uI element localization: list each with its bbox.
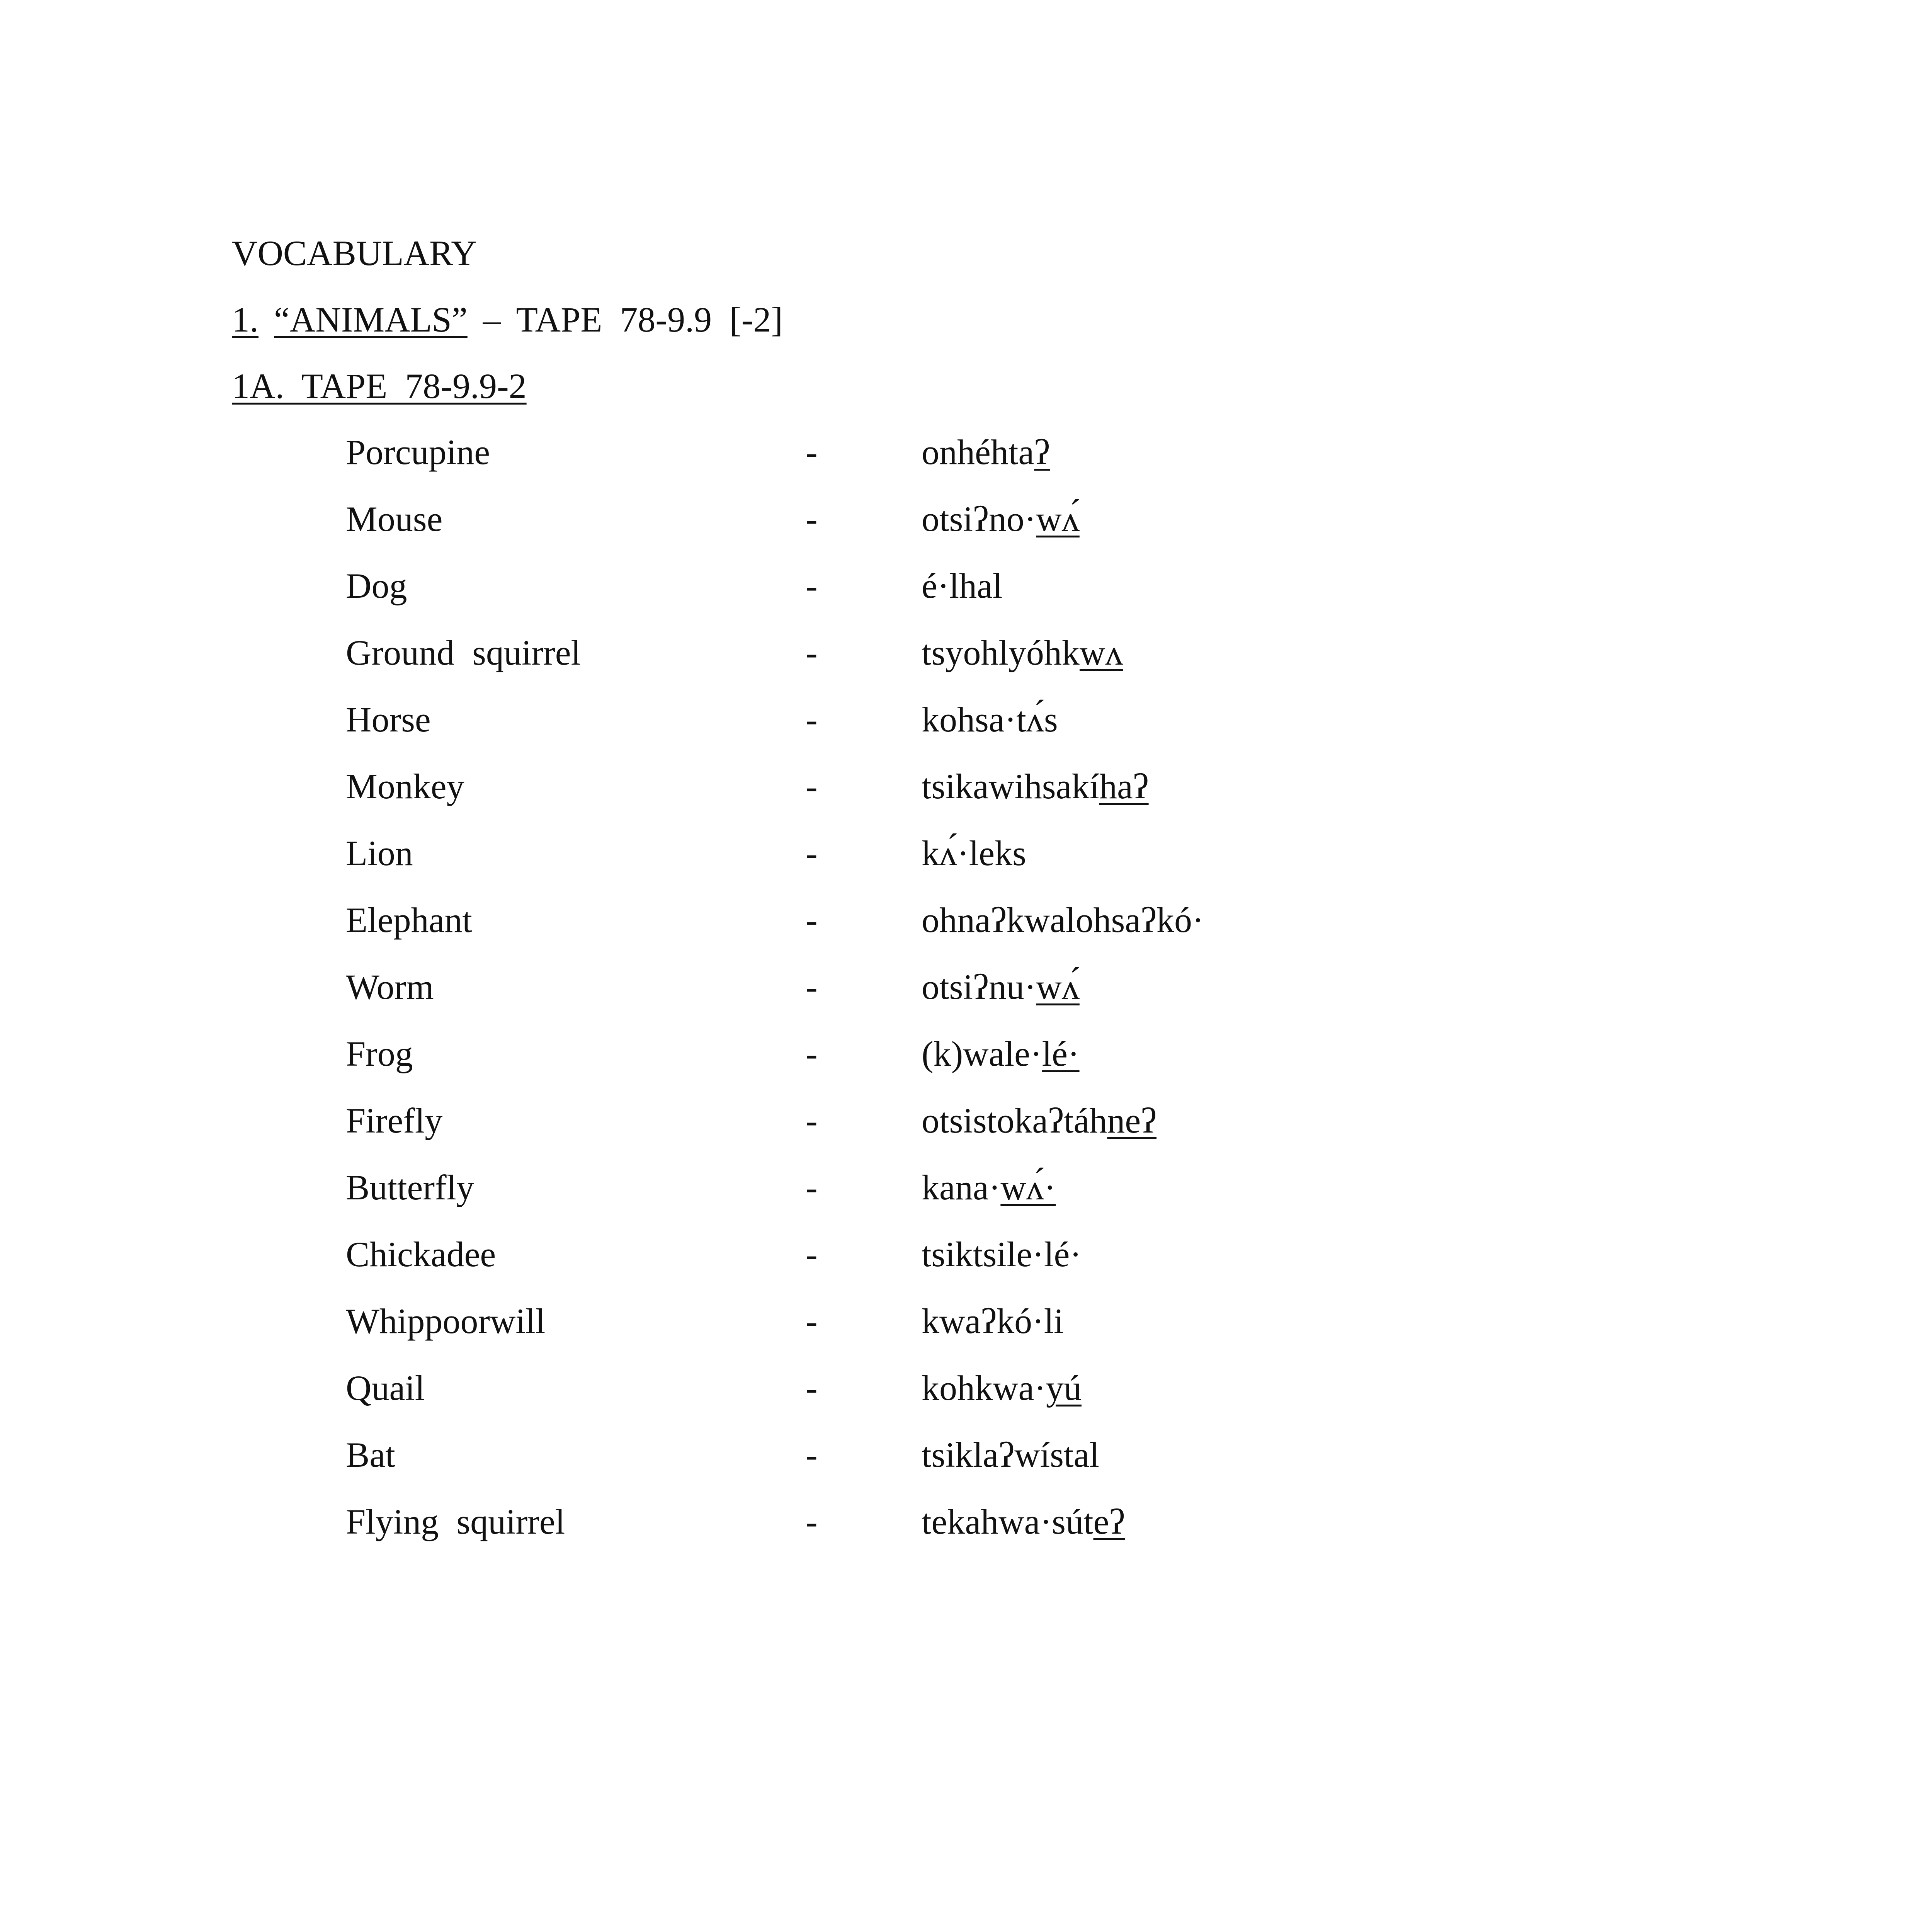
vocabulary-row [346,696,1737,763]
term-dash: - [806,700,818,739]
section-tape: TAPE 78-9.9 [-2] [516,300,783,339]
term-dash: - [806,1235,818,1274]
native-term [922,1432,1099,1478]
english-term: Monkey [346,767,464,806]
section-label [232,300,468,339]
vocabulary-row [346,563,1737,629]
vocabulary-row [346,763,1737,830]
vocabulary-row [346,1097,1737,1164]
english-term: Elephant [346,900,472,940]
native-term [922,1298,1064,1344]
term-dash: - [806,1502,818,1541]
english-term: Bat [346,1435,395,1475]
native-term [922,763,1149,810]
english-term: Firefly [346,1101,443,1140]
english-term: Dog [346,566,407,605]
native-term-base: tekahwa·sút [922,1502,1094,1541]
native-term-underlined: wʌ [1079,633,1123,672]
term-dash: - [806,1435,818,1475]
native-term [922,1164,1056,1211]
native-term-underlined: lé· [1042,1034,1080,1073]
term-dash: - [806,633,818,672]
native-term [922,563,1002,609]
native-term-base: kʌ́·leks [922,833,1026,873]
english-term: Worm [346,967,434,1007]
english-term: Whippoorwill [346,1301,546,1341]
section-number: 1. [232,300,259,339]
term-dash: - [806,1301,818,1341]
vocabulary-row [346,1231,1737,1298]
english-term: Flying squirrel [346,1502,565,1541]
native-term-base: otsiʔnu· [922,967,1036,1007]
english-term: Chickadee [346,1235,496,1274]
native-term [922,897,1204,943]
subsection-heading: 1A. TAPE 78-9.9-2 [232,366,527,406]
term-dash: - [806,499,818,539]
native-term-underlined: yú [1046,1368,1082,1408]
native-term [922,1365,1082,1411]
vocabulary-row [346,496,1737,563]
vocabulary-row [346,1164,1737,1231]
native-term [922,696,1058,743]
native-term-base: onhéhta [922,432,1034,472]
english-term: Horse [346,700,431,739]
term-dash: - [806,1168,818,1207]
term-dash: - [806,566,818,605]
native-term-underlined: wʌ́ [1036,499,1080,539]
native-term-underlined: ʔ [1034,432,1050,472]
native-term [922,1498,1125,1545]
native-term-underlined: wʌ́· [1000,1168,1056,1207]
vocabulary-row [346,1365,1737,1432]
vocabulary-row [346,429,1737,496]
term-dash: - [806,1034,818,1073]
english-term: Mouse [346,499,443,539]
term-dash: - [806,967,818,1007]
vocabulary-row [346,1298,1737,1365]
native-term-base: tsiktsile·lé· [922,1235,1082,1274]
vocabulary-row [346,1498,1737,1565]
english-term: Ground squirrel [346,633,581,672]
native-term-base: otsiʔno· [922,499,1036,539]
native-term-base: tsiklaʔwístal [922,1435,1099,1475]
native-term-base: tsyohlyóhk [922,633,1080,672]
english-term: Porcupine [346,432,490,472]
native-term-base: otsistokaʔtáh [922,1101,1107,1140]
vocabulary-row [346,897,1737,964]
native-term-base: kana· [922,1168,1001,1207]
term-dash: - [806,1101,818,1140]
native-term-base: kwaʔkó·li [922,1301,1064,1341]
vocabulary-row [346,830,1737,897]
english-term: Quail [346,1368,425,1408]
term-dash: - [806,432,818,472]
native-term-underlined: haʔ [1099,767,1149,806]
native-term-underlined: neʔ [1107,1101,1157,1140]
section-separator: – [483,300,501,339]
native-term-base: (k)wale· [922,1034,1042,1073]
native-term-base: kohsa·tʌ́s [922,700,1058,739]
native-term-base: ohnaʔkwalohsaʔkó· [922,900,1204,940]
vocabulary-row [346,629,1737,696]
vocabulary-row [346,1432,1737,1498]
english-term: Frog [346,1034,413,1073]
term-dash: - [806,767,818,806]
native-term [922,964,1080,1010]
native-term-base: tsikawihsakí [922,767,1099,806]
native-term [922,1097,1156,1144]
vocabulary-row [346,964,1737,1031]
term-dash: - [806,1368,818,1408]
section-name: “ANIMALS” [274,300,468,339]
vocabulary-list [346,429,1737,1565]
native-term-underlined: wʌ́ [1036,967,1080,1007]
document-title: VOCABULARY [232,233,477,273]
native-term [922,429,1050,475]
native-term-base: é·lhal [922,566,1003,605]
native-term [922,496,1080,542]
english-term: Lion [346,833,413,873]
english-term: Butterfly [346,1168,474,1207]
native-term [922,830,1026,876]
vocabulary-row [346,1031,1737,1097]
native-term [922,1231,1082,1277]
native-term-base: kohkwa· [922,1368,1046,1408]
term-dash: - [806,900,818,940]
native-term [922,629,1123,676]
section-heading [232,296,783,343]
native-term [922,1031,1080,1077]
term-dash: - [806,833,818,873]
native-term-underlined: eʔ [1093,1502,1125,1541]
